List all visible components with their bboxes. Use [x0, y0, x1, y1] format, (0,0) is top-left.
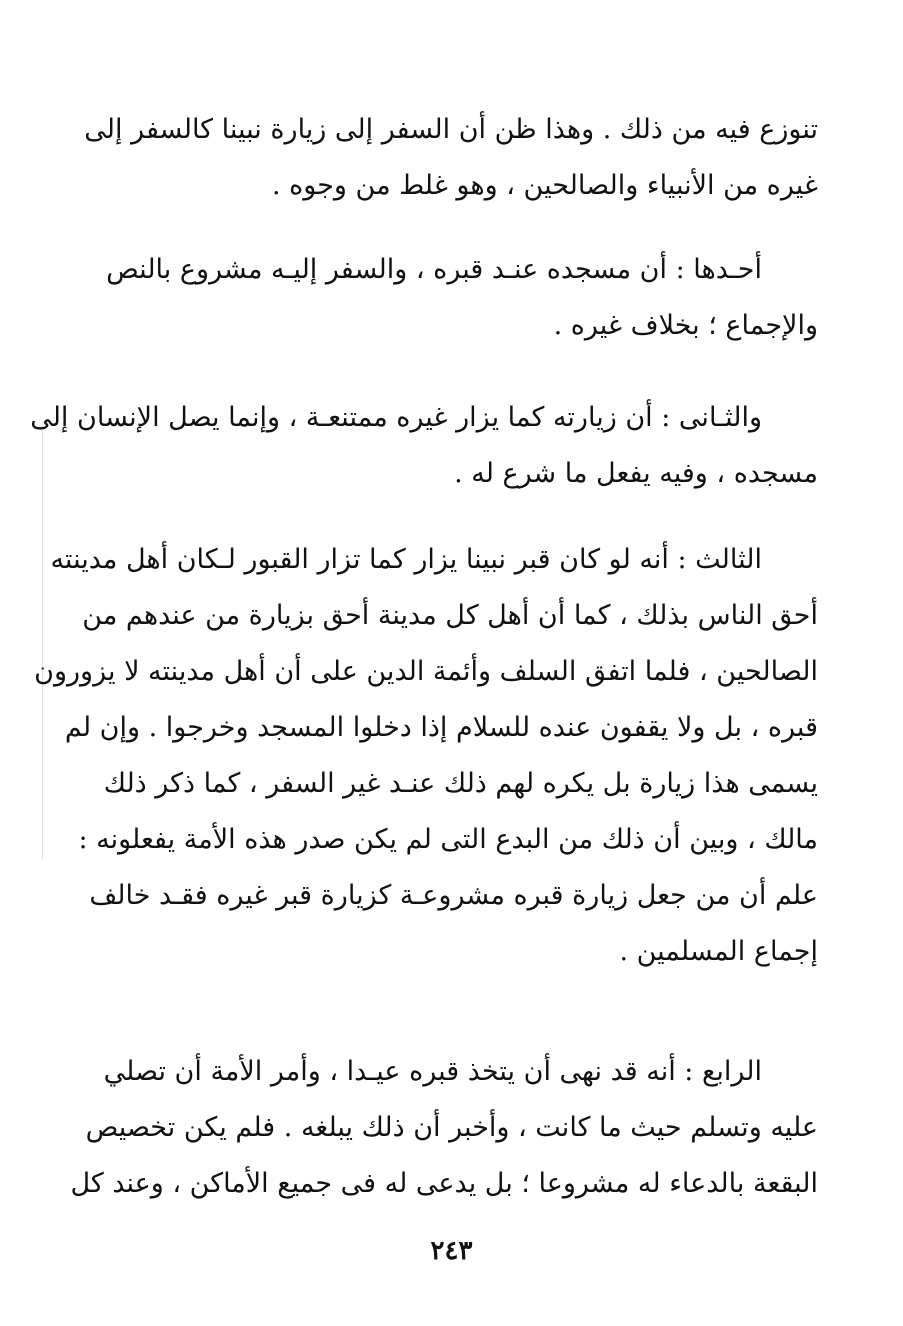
paragraph-4 [34, 532, 818, 980]
text-line: مالك ، وبين أن ذلك من البدع التى لم يكن صدر هذه الأمة يفعلونه : [78, 824, 818, 855]
paragraph-2 [104, 242, 818, 354]
text-line: تنوزع فيه من ذلك . وهذا ظن أن السفر إلى زيارة نبينا كالسفر إلى [84, 114, 818, 145]
text-line: عليه وتسلم حيث ما كانت ، وأخبر أن ذلك يبلغه . فلم يكن تخصيص [85, 1112, 818, 1143]
text-line: والإجماع ؛ بخلاف غيره . [553, 310, 818, 341]
text-line: غيره من الأنبياء والصالحين ، وهو غلط من وجوه . [271, 170, 818, 201]
paragraph-5 [70, 1044, 818, 1212]
paragraph-1 [84, 102, 818, 214]
text-line: والثـانى : أن زيارته كما يزار غيره ممتنعـة ، وإنما يصل الإنسان إلى [30, 402, 762, 433]
text-line: الصالحين ، فلما اتفق السلف وأئمة الدين على أن أهل مدينته لا يزورون [34, 656, 818, 687]
text-line: أحق الناس بذلك ، كما أن أهل كل مدينة أحق بزيارة من عندهم من [82, 600, 818, 631]
text-line: الثالث : أنه لو كان قبر نبينا يزار كما تزار القبور لـكان أهل مدينته [50, 544, 762, 575]
text-line: أحـدها : أن مسجده عنـد قبره ، والسفر إليـه مشروع بالنص [106, 254, 762, 285]
text-line: قبره ، بل ولا يقفون عنده للسلام إذا دخلوا المسجد وخرجوا . وإن لم [64, 712, 818, 743]
paragraph-3 [30, 390, 818, 502]
text-line: الرابع : أنه قد نهى أن يتخذ قبره عيـدا ، وأمر الأمة أن تصلي [103, 1056, 762, 1087]
text-line: إجماع المسلمين . [619, 936, 818, 967]
text-line: يسمى هذا زيارة بل يكره لهم ذلك عنـد غير السفر ، كما ذكر ذلك [103, 768, 818, 799]
margin-rule [42, 420, 43, 860]
text-line: مسجده ، وفيه يفعل ما شرع له . [454, 458, 818, 489]
page-number: ٢٤٣ [430, 1236, 473, 1266]
text-line: علم أن من جعل زيارة قبره مشروعـة كزيارة قبر غيره فقـد خالف [89, 880, 818, 911]
text-line: البقعة بالدعاء له مشروعا ؛ بل يدعى له فى جميع الأماكن ، وعند كل [70, 1168, 818, 1199]
